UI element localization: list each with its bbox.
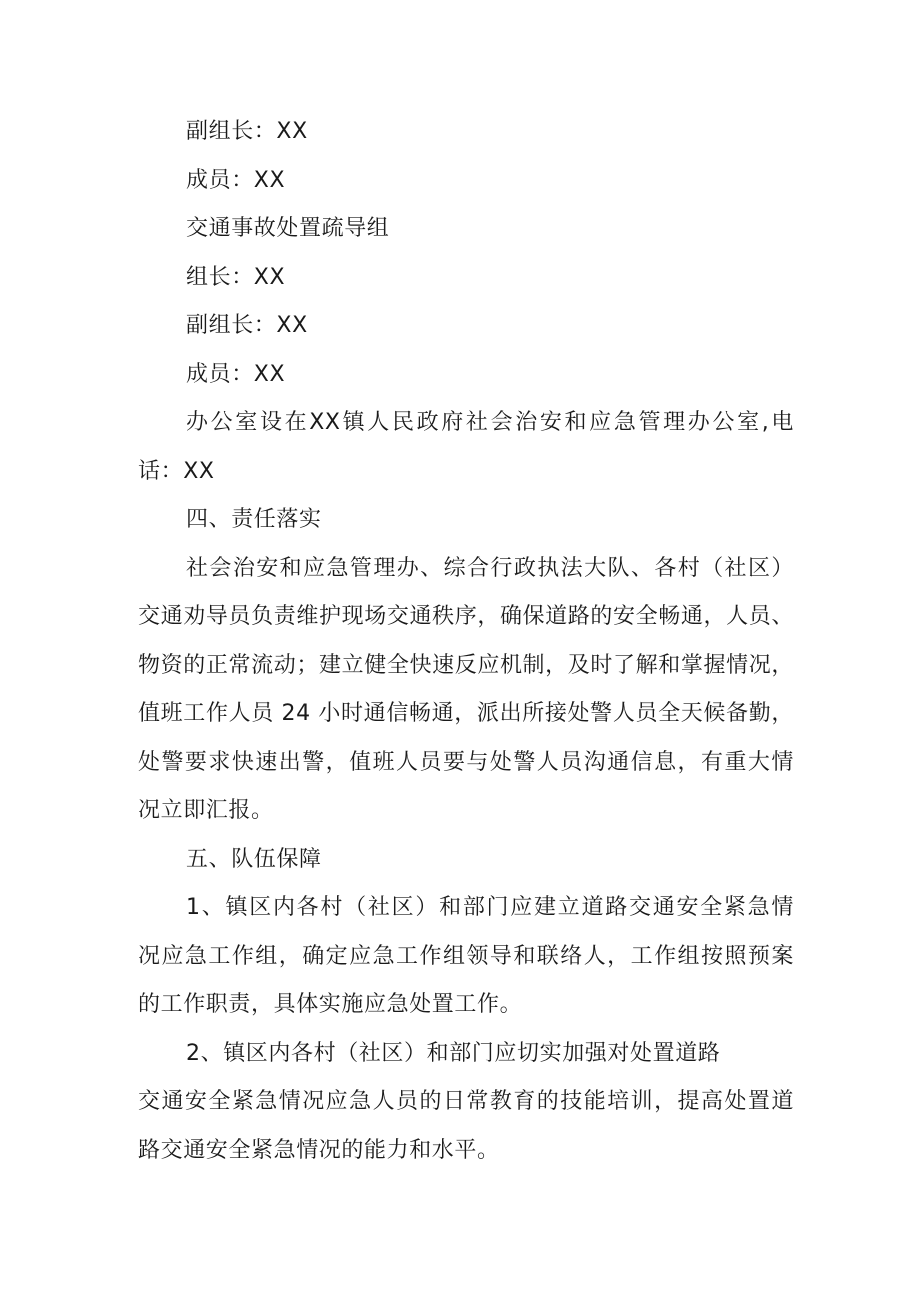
text-line: 话：XX (138, 458, 215, 484)
text-line: 交通事故处置疏导组 (186, 216, 390, 241)
text-line: 的工作职责，具体实施应急处置工作。 (138, 992, 523, 1017)
document-body (138, 108, 794, 1175)
section-heading: 五、队伍保障 (186, 846, 322, 872)
text-line: 成员：XX (186, 167, 286, 193)
text-line: 处警要求快速出警，值班人员要与处警人员沟通信息，有重大情 (138, 749, 794, 775)
text-line: 办公室设在XX镇人民政府社会治安和应急管理办公室,电 (186, 410, 794, 435)
text-line: 社会治安和应急管理办、综合行政执法大队、各村（社区） (186, 555, 794, 581)
text-line: 1、镇区内各村（社区）和部门应建立道路交通安全紧急情 (186, 895, 794, 920)
text-line: 交通劝导员负责维护现场交通秩序，确保道路的安全畅通，人员、 (138, 604, 794, 629)
text-line: 副组长：XX (186, 119, 308, 144)
text-line: 况应急工作组，确定应急工作组领导和联络人，工作组按照预案 (138, 943, 794, 969)
text-line: 成员：XX (186, 361, 286, 387)
text-line: 况立即汇报。 (138, 798, 274, 823)
section-heading: 四、责任落实 (186, 507, 322, 532)
text-line: 路交通安全紧急情况的能力和水平。 (138, 1137, 500, 1163)
text-line: 交通安全紧急情况应急人员的日常教育的技能培训，提高处置道 (138, 1089, 794, 1114)
text-line: 值班工作人员 24 小时通信畅通，派出所接处警人员全天候备勤， (138, 701, 794, 726)
text-line: 组长：XX (186, 264, 286, 290)
text-line: 副组长：XX (186, 313, 308, 338)
text-line: 物资的正常流动；建立健全快速反应机制，及时了解和掌握情况， (138, 652, 794, 678)
text-line: 2、镇区内各村（社区）和部门应切实加强对处置道路 (186, 1040, 721, 1066)
